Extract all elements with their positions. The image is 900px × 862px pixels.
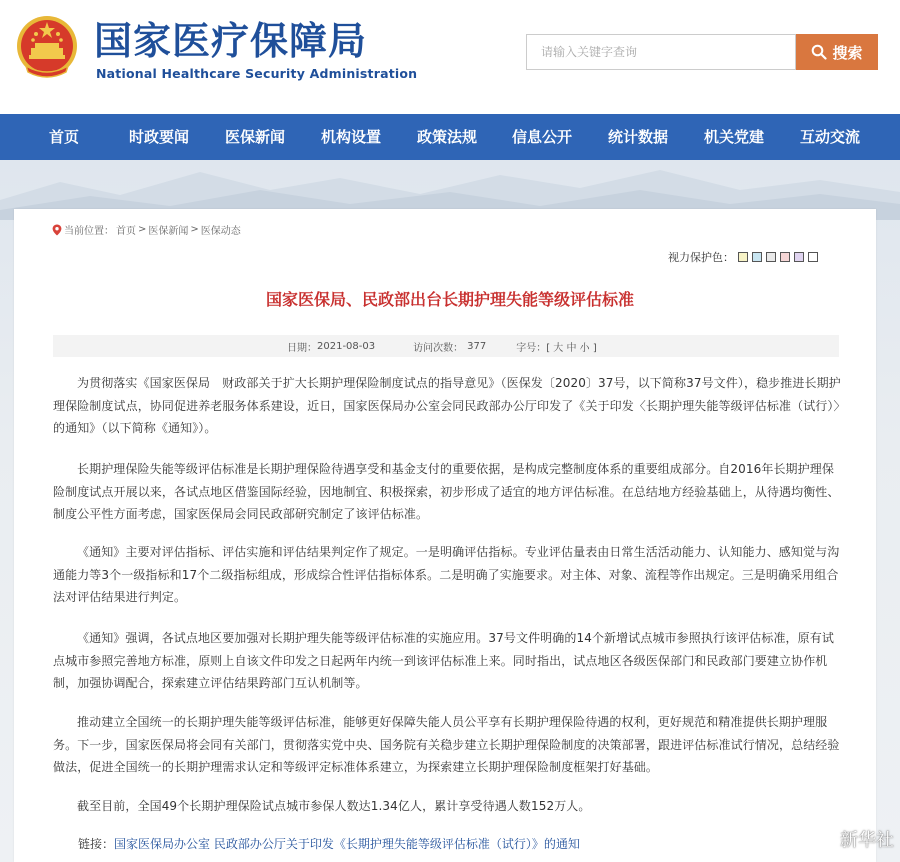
visits-label: 访问次数： (413, 342, 464, 354)
color-swatch-blue[interactable] (752, 252, 762, 262)
article-paragraph: 长期护理保险失能等级评估标准是长期护理保险待遇享受和基金支付的重要依据，是构成完整制度体系的重要组成部分。自2016年长期护理保险制度试点开展以来，各试点地区借鉴国际经验，因地制宜、积极探索，初步形成了适宜的地方评估标准。在总结地方经验基础上，从待遇均衡性、制度公平性方面考虑，国家医保局会同民政部研究制定了该评估标准。 (53, 462, 840, 521)
search-button[interactable] (796, 34, 878, 70)
nav-item-party[interactable]: 机关党建 (704, 128, 765, 146)
article-paragraph: 《通知》强调，各试点地区要加强对长期护理失能等级评估标准的实施应用。37号文件明确的14个新增试点城市参照执行该评估标准，原有试点城市参照完善地方标准，原则上自该文件印发之日起两年内统一到该评估标准上来。同时指出，试点地区各级医保部门和民政部门要建立协作机制，加强协调配合，探索建立评估结果跨部门互认机制等。 (53, 631, 834, 690)
color-swatch-white[interactable] (808, 252, 818, 262)
site-logo-title[interactable]: 国家医疗保障局 (94, 19, 368, 63)
breadcrumb-item-dynamics[interactable]: 医保动态 (200, 226, 241, 237)
breadcrumb-item-news[interactable]: 医保新闻 (148, 226, 189, 237)
nav-item-interaction[interactable]: 互动交流 (800, 128, 861, 146)
article-paragraph: 推动建立全国统一的长期护理失能等级评估标准，能够更好保障失能人员公平享有长期护理保险待遇的权利，更好规范和精准提供长期护理服务。下一步，国家医保局将会同有关部门，贯彻落实党中央、国务院有关稳步建立长期护理保险制度的决策部署，跟进评估标准试行情况，总结经验做法，促进全国统一的长期护理需求认定和等级评定标准体系建立，为探索建立长期护理保险制度框架打好基础。 (53, 715, 840, 774)
nav-item-organization[interactable]: 机构设置 (321, 128, 382, 146)
main-nav (0, 114, 900, 160)
font-size-label: 字号： (516, 342, 547, 354)
font-size-options[interactable]: [ 大 中 小 ] (546, 342, 597, 354)
weibo-icon (818, 831, 836, 847)
related-link[interactable]: 国家医保局办公室 民政部办公厅关于印发《长期护理失能等级评估标准（试行）》的通知 (114, 837, 580, 851)
search-icon (811, 44, 827, 60)
vision-protect-label: 视力保护色： (668, 251, 734, 264)
color-swatch-pink[interactable] (780, 252, 790, 262)
color-swatch-yellow[interactable] (738, 252, 748, 262)
site-logo-subtitle: National Healthcare Security Administration (96, 66, 418, 81)
visit-count: 377 (467, 340, 487, 352)
breadcrumb-separator: > (138, 224, 147, 235)
related-link-label: 链接： (78, 837, 115, 851)
nav-item-statistics[interactable]: 统计数据 (608, 128, 669, 146)
nav-item-policy[interactable]: 政策法规 (417, 128, 478, 146)
nav-item-politics-news[interactable]: 时政要闻 (129, 128, 190, 146)
watermark-text: 新华社 (840, 830, 894, 851)
color-swatch-gray[interactable] (766, 252, 776, 262)
vision-protect-colors (668, 249, 818, 265)
color-swatch-purple[interactable] (794, 252, 804, 262)
location-pin-icon (52, 224, 62, 236)
breadcrumb-item-home[interactable]: 首页 (116, 226, 136, 237)
nav-item-home[interactable]: 首页 (49, 128, 80, 146)
nav-item-disclosure[interactable]: 信息公开 (512, 128, 573, 146)
breadcrumb (52, 222, 241, 237)
national-emblem-logo (16, 14, 78, 80)
publish-date: 2021-08-03 (317, 340, 376, 352)
search-box (526, 34, 796, 70)
site-header (0, 0, 900, 114)
breadcrumb-separator: > (190, 224, 199, 235)
article-meta-bar (53, 335, 839, 357)
article-title: 国家医保局、民政部出台长期护理失能等级评估标准 (265, 290, 634, 309)
search-input[interactable] (527, 35, 795, 69)
related-link-line (78, 835, 580, 852)
nav-item-insurance-news[interactable]: 医保新闻 (225, 128, 286, 146)
date-label: 日期： (287, 342, 317, 354)
article-paragraph: 截至目前，全国49个长期护理保险试点城市参保人数达1.34亿人，累计享受待遇人数152万人。 (77, 799, 591, 813)
article-paragraph: 《通知》主要对评估指标、评估实施和评估结果判定作了规定。一是明确评估指标。专业评估量表由日常生活活动能力、认知能力、感知觉与沟通能力等3个一级指标和17个二级指标组成，形成综合性评估指标体系。二是明确了实施要求。对主体、对象、流程等作出规定。三是明确采用组合法对评估结果进行判定。 (53, 545, 840, 604)
article-paragraph: 为贯彻落实《国家医保局 财政部关于扩大长期护理保险制度试点的指导意见》（医保发〔2020〕37号，以下简称37号文件），稳步推进长期护理保险制度试点，协同促进养老服务体系建设，近日，国家医保局办公室会同民政部办公厅印发了《关于印发〈长期护理失能等级评估标准（试行）〉的通知》（以下简称《通知》）。 (53, 376, 841, 435)
search-button-label: 搜索 (832, 43, 863, 62)
breadcrumb-label: 当前位置： (64, 226, 114, 237)
watermark (818, 826, 894, 852)
